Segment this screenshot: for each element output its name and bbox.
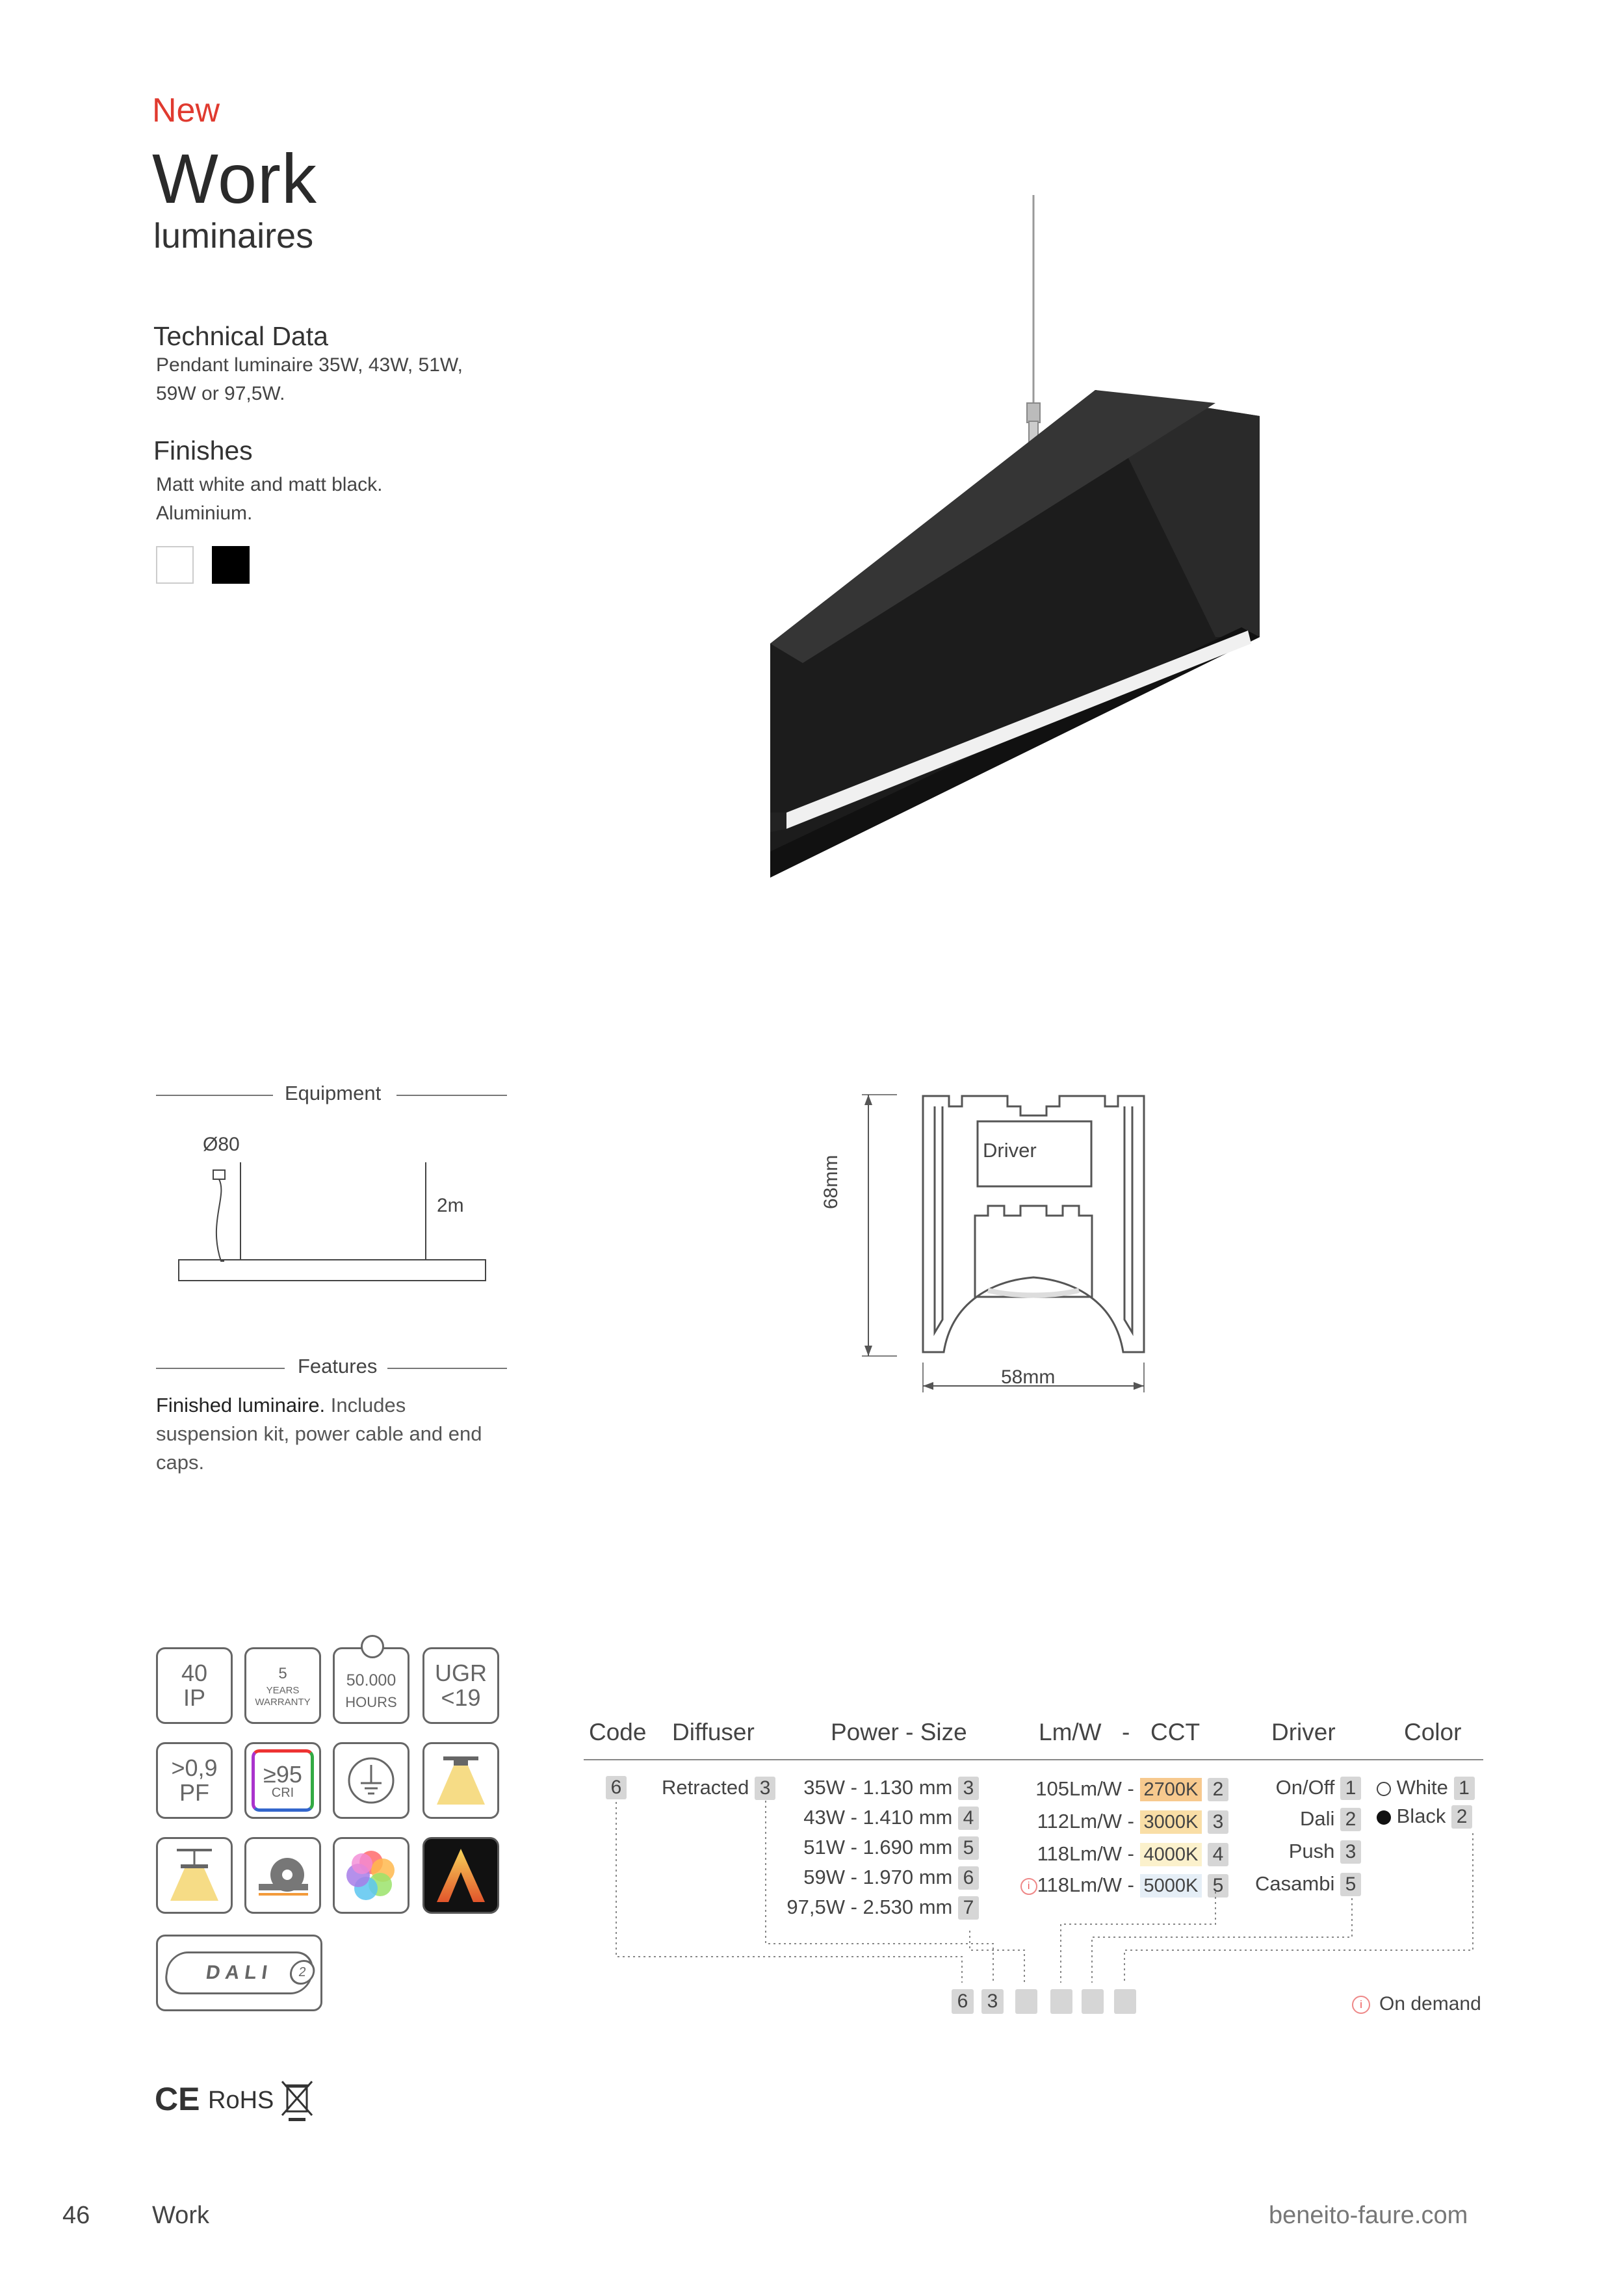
pf-value: >0,9 xyxy=(171,1755,218,1781)
driver-label: Casambi xyxy=(1255,1872,1335,1895)
cri-value: ≥95 xyxy=(263,1761,302,1788)
cct-num: 5 xyxy=(1208,1874,1228,1898)
power-label: 59W - 1.970 mm xyxy=(803,1866,953,1888)
weee-bin-icon xyxy=(279,2079,315,2122)
col-header-lmw: Lm/W xyxy=(1039,1719,1102,1745)
finish-swatch-black xyxy=(212,546,250,584)
info-icon: i xyxy=(1352,1996,1370,2014)
power-num: 3 xyxy=(958,1777,979,1800)
features-bold: Finished luminaire. xyxy=(156,1394,326,1416)
footer-website: beneito-faure.com xyxy=(1269,2202,1468,2229)
result-code-digit xyxy=(1114,1989,1136,2014)
technical-line-1: Pendant luminaire 35W, 43W, 51W, xyxy=(156,354,463,376)
driver-num: 1 xyxy=(1340,1777,1361,1800)
color-num: 1 xyxy=(1454,1777,1475,1800)
driver-num: 5 xyxy=(1340,1873,1361,1896)
finish-swatch-white xyxy=(156,546,194,584)
power-num: 7 xyxy=(958,1896,979,1920)
clock-icon xyxy=(361,1635,384,1658)
power-label: 97,5W - 2.530 mm xyxy=(786,1896,953,1918)
cct-num: 2 xyxy=(1208,1778,1228,1801)
earth-class-icon xyxy=(333,1742,409,1819)
warranty-label-2: WARRANTY xyxy=(255,1697,311,1708)
ip-value: 40 xyxy=(181,1660,208,1686)
ugr-value: <19 xyxy=(441,1684,481,1711)
color-wheel-icon xyxy=(340,1844,402,1907)
driver-label: On/Off xyxy=(1275,1776,1335,1799)
pf-label: PF xyxy=(179,1779,209,1806)
hours-label: HOURS xyxy=(345,1694,397,1710)
equipment-drawing xyxy=(169,1157,494,1287)
equipment-label: Equipment xyxy=(285,1082,382,1104)
col-header-code: Code xyxy=(589,1719,647,1745)
power-num: 5 xyxy=(958,1836,979,1860)
page-subtitle: luminaires xyxy=(153,216,314,255)
cri-icon xyxy=(244,1742,321,1819)
pendant-icon xyxy=(156,1837,233,1914)
technical-data-text xyxy=(156,351,463,408)
finishes-heading: Finishes xyxy=(153,436,253,465)
on-demand-note xyxy=(1352,1993,1481,2015)
diffuser-label: Retracted xyxy=(662,1776,749,1799)
info-icon: i xyxy=(1020,1878,1037,1895)
power-label: 51W - 1.690 mm xyxy=(803,1836,953,1859)
dali-icon xyxy=(156,1935,322,2011)
lm-label: 118Lm/W - xyxy=(1037,1842,1134,1865)
profile-drawing xyxy=(845,1086,1157,1398)
warranty-icon xyxy=(244,1647,321,1724)
beam-logo-icon xyxy=(432,1846,490,1905)
equipment-rule-right xyxy=(396,1095,507,1096)
ce-mark: CE xyxy=(155,2081,200,2117)
profile-width-label: 58mm xyxy=(1001,1366,1056,1388)
power-num: 6 xyxy=(958,1866,979,1890)
finishes-line-2: Aluminium. xyxy=(156,502,253,524)
col-header-dash: - xyxy=(1122,1719,1130,1745)
code-connector-lines xyxy=(585,1794,1495,2002)
driver-num: 2 xyxy=(1340,1808,1361,1831)
cct-num: 3 xyxy=(1208,1810,1228,1834)
product-image xyxy=(767,189,1274,943)
col-header-power: Power - Size xyxy=(831,1719,967,1745)
dali-badge xyxy=(162,1951,315,1994)
pendant-light-icon xyxy=(165,1846,224,1905)
lm-label: 118Lm/W - xyxy=(1037,1873,1134,1896)
on-demand-label: On demand xyxy=(1379,1993,1481,2015)
col-header-color: Color xyxy=(1404,1719,1462,1745)
rgb-icon xyxy=(333,1837,409,1914)
ugr-label: UGR xyxy=(435,1660,487,1686)
lifetime-hours-icon xyxy=(333,1647,409,1724)
table-header-rule xyxy=(584,1759,1483,1760)
lm-label: 112Lm/W - xyxy=(1037,1810,1134,1833)
cct-value: 3000K xyxy=(1140,1810,1202,1834)
result-code-digit: 3 xyxy=(981,1989,1004,2014)
profile-height-label: 68mm xyxy=(820,1155,842,1209)
power-num: 4 xyxy=(958,1807,979,1830)
driver-label: Dali xyxy=(1299,1807,1335,1830)
features-rule-right xyxy=(387,1368,507,1369)
cri-rainbow-frame xyxy=(252,1749,314,1812)
code-value: 6 xyxy=(606,1776,627,1799)
driver-num: 3 xyxy=(1340,1840,1361,1864)
warranty-label-1: YEARS xyxy=(266,1685,300,1696)
equipment-rule-left xyxy=(156,1095,273,1096)
col-header-diffuser: Diffuser xyxy=(672,1719,755,1745)
dali-version: 2 xyxy=(288,1960,316,1985)
power-label: 43W - 1.410 mm xyxy=(803,1806,953,1829)
ground-symbol-icon xyxy=(345,1755,397,1807)
rohs-mark: RoHS xyxy=(208,2087,274,2114)
warranty-value: 5 xyxy=(278,1665,287,1682)
new-tag: New xyxy=(152,92,220,129)
color-num: 2 xyxy=(1451,1805,1472,1829)
finishes-line-1: Matt white and matt black. xyxy=(156,474,383,495)
power-factor-icon xyxy=(156,1742,233,1819)
downlight-icon xyxy=(422,1742,499,1819)
result-code-digit xyxy=(1082,1989,1104,2014)
features-label: Features xyxy=(298,1355,378,1377)
result-code-digit: 6 xyxy=(952,1989,974,2014)
ip-label: IP xyxy=(183,1684,205,1711)
cable-length-label: 2m xyxy=(437,1195,464,1216)
power-label: 35W - 1.130 mm xyxy=(803,1776,953,1799)
canopy-diameter-label: Ø80 xyxy=(203,1134,240,1155)
diffuser-num: 3 xyxy=(755,1777,775,1800)
page-title: Work xyxy=(152,139,318,218)
driver-label: Driver xyxy=(983,1139,1037,1162)
dali-text: DALI xyxy=(204,1962,274,1983)
color-label: White xyxy=(1396,1776,1448,1799)
saw-blade-icon xyxy=(253,1846,312,1905)
result-code-digit xyxy=(1015,1989,1037,2014)
features-text xyxy=(156,1391,494,1477)
optic-icon xyxy=(422,1837,499,1914)
cct-value: 4000K xyxy=(1140,1843,1202,1866)
color-label: Black xyxy=(1396,1805,1446,1827)
features-rule-left xyxy=(156,1368,285,1369)
hours-value: 50.000 xyxy=(346,1671,396,1689)
technical-data-heading: Technical Data xyxy=(153,321,328,351)
features-body: Includes suspension kit, power cable and end caps. xyxy=(156,1394,482,1474)
cri-label: CRI xyxy=(271,1786,294,1800)
result-code-digit xyxy=(1050,1989,1072,2014)
lm-label: 105Lm/W - xyxy=(1035,1777,1134,1800)
cct-num: 4 xyxy=(1208,1843,1228,1866)
col-header-cct: CCT xyxy=(1150,1719,1201,1745)
finishes-text xyxy=(156,471,383,528)
cut-to-size-icon xyxy=(244,1837,321,1914)
page-number: 46 xyxy=(62,2202,90,2229)
cct-value: 5000K xyxy=(1140,1874,1202,1898)
ip-rating-icon xyxy=(156,1647,233,1724)
cct-value: 2700K xyxy=(1140,1778,1202,1801)
driver-label: Push xyxy=(1288,1840,1335,1862)
light-beam-icon xyxy=(432,1751,490,1810)
technical-line-2: 59W or 97,5W. xyxy=(156,383,285,404)
footer-section: Work xyxy=(152,2202,209,2229)
col-header-driver: Driver xyxy=(1271,1719,1336,1745)
ugr-icon xyxy=(422,1647,499,1724)
